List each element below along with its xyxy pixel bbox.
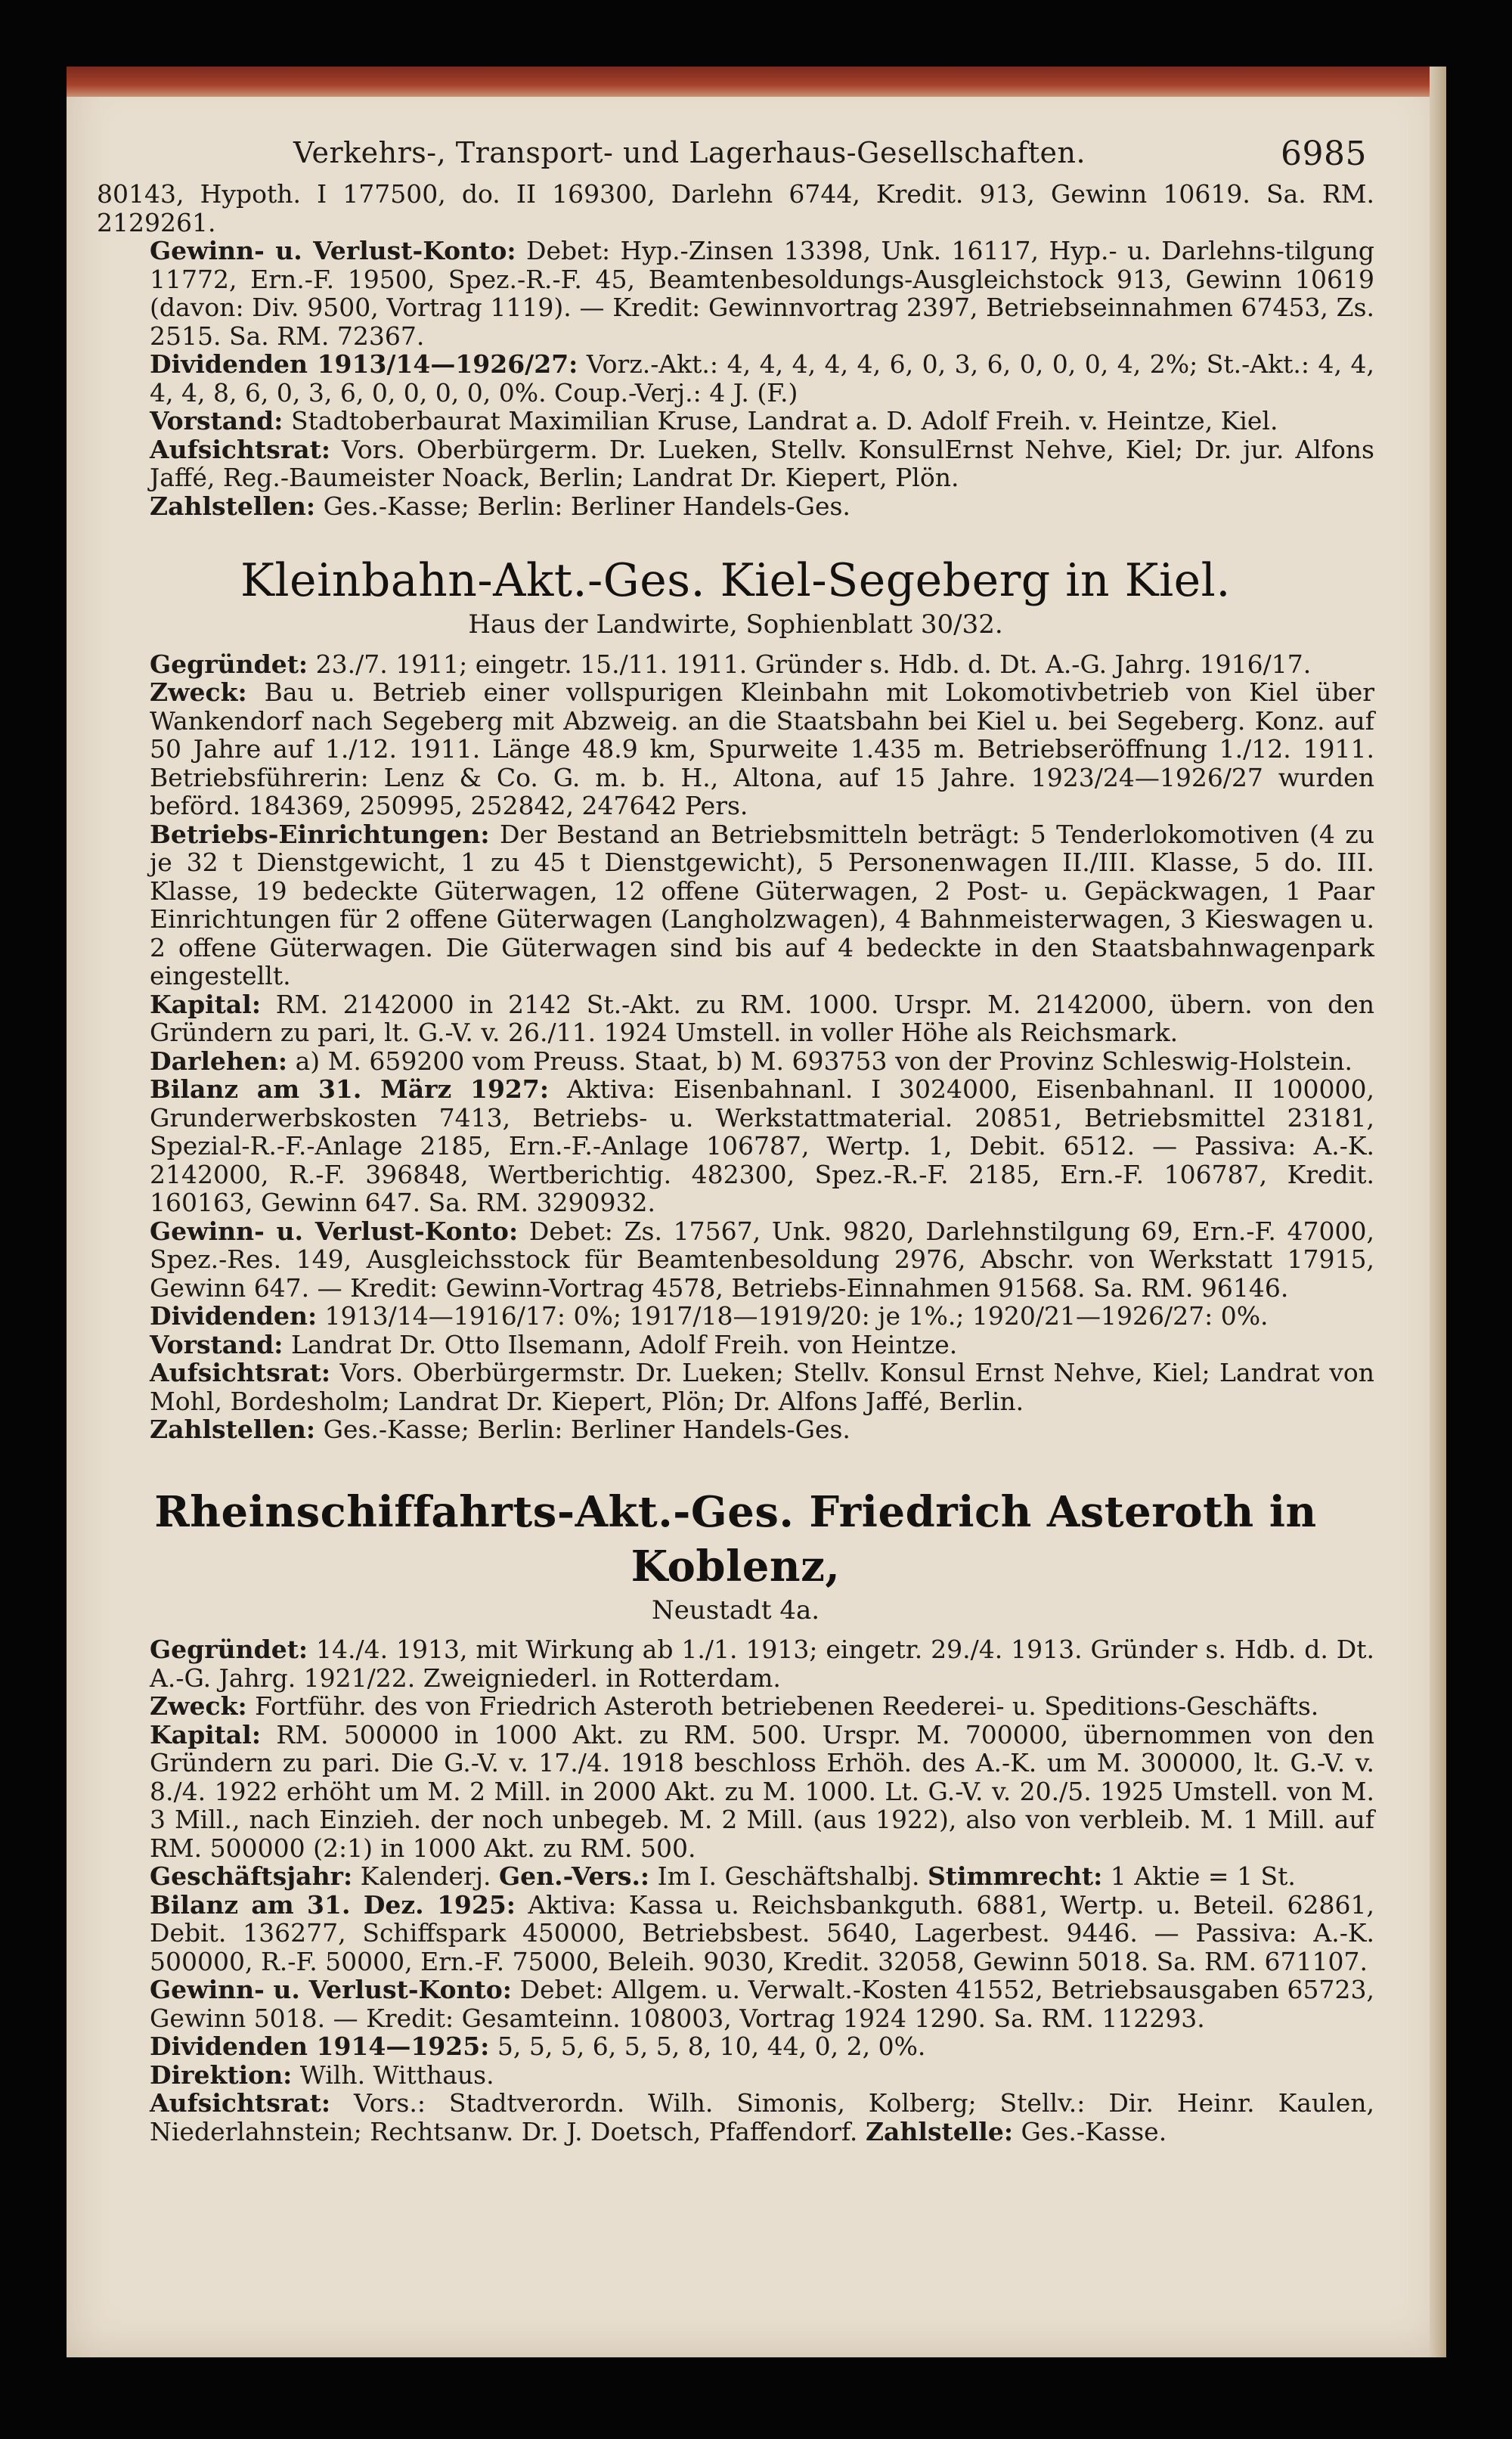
prev-vorstand-text: Stadtoberbaurat Maximilian Kruse, Landrat a. D. Adolf Freih. v. Heintze, Kiel. xyxy=(290,406,1278,435)
c2-dividenden-text: 5, 5, 5, 6, 5, 5, 8, 10, 44, 0, 2, 0%. xyxy=(497,2031,926,2061)
c1-darlehen-label: Darlehen: xyxy=(150,1046,288,1076)
c2-aufsichtsrat-label: Aufsichtsrat: xyxy=(150,2088,331,2118)
prev-aufsicht-paragraph xyxy=(97,435,1374,492)
c2-bilanz-text: Aktiva: Kassa u. Reichsbankguth. 6881, Wertp. u. Beteil. 62861, Debit. 136277, Schiffspark 450000, Betriebsbest. 5640, Lagerbest. 9446. — Passiva: A.-K. 500000, R.-F. 50000, Ern.-F. 75000, Beleih. 9030, Kredit. 32058, Gewinn 5018. Sa. RM. 671107. xyxy=(150,1889,1374,1976)
c2-zahlstelle-label: Zahlstelle: xyxy=(865,2116,1014,2146)
c2-aufsichtsrat-text: Vors.: Stadtverordn. Wilh. Simonis, Kolberg; Stellv.: Dir. Heinr. Kaulen, Niederlahnstein; Rechtsanw. Dr. J. Doetsch, Pfaffendorf. xyxy=(150,2088,1374,2146)
prev-gv-label: Gewinn- u. Verlust-Konto: xyxy=(150,236,516,265)
prev-zahl-text: Ges.-Kasse; Berlin: Berliner Handels-Ges. xyxy=(323,491,850,521)
c1-kapital-text: RM. 2142000 in 2142 St.-Akt. zu RM. 1000. Urspr. M. 2142000, übern. von den Gründern zu pari, lt. G.-V. v. 26./11. 1924 Umstell. in voller Höhe als Reichsmark. xyxy=(150,989,1374,1047)
prev-div-label: Dividenden 1913/14—1926/27: xyxy=(150,349,578,379)
c2-zahlstelle-text: Ges.-Kasse. xyxy=(1021,2116,1167,2146)
c1-vorstand-text: Landrat Dr. Otto Ilsemann, Adolf Freih. von Heintze. xyxy=(290,1329,958,1359)
c1-gegruendet-text: 23./7. 1911; eingetr. 15./11. 1911. Gründer s. Hdb. d. Dt. A.-G. Jahrg. 1916/17. xyxy=(315,649,1312,679)
document-page xyxy=(67,67,1446,2357)
c2-gegruendet-text: 14./4. 1913, mit Wirkung ab 1./1. 1913; eingetr. 29./4. 1913. Gründer s. Hdb. d. Dt. A.-G. Jahrg. 1921/22. Zweigniederl. in Rotterdam. xyxy=(150,1635,1374,1693)
running-head-title: Verkehrs-, Transport- und Lagerhaus-Gesellschaften. xyxy=(293,136,1086,169)
c2-gj-label: Geschäftsjahr: xyxy=(150,1861,353,1891)
c2-direktion-label: Direktion: xyxy=(150,2059,293,2090)
c1-gv-label: Gewinn- u. Verlust-Konto: xyxy=(150,1216,519,1246)
c1-bilanz xyxy=(97,1075,1374,1217)
c2-gj-text: Kalenderj. xyxy=(360,1861,491,1891)
c2-stimmrecht-text: 1 Aktie = 1 St. xyxy=(1110,1861,1296,1891)
c1-darlehen xyxy=(97,1047,1374,1076)
c1-dividenden-label: Dividenden: xyxy=(150,1301,318,1331)
c2-kapital xyxy=(97,1721,1374,1863)
c1-gv xyxy=(97,1217,1374,1303)
c2-zweck-text: Fortführ. des von Friedrich Asteroth betriebenen Reederei- u. Speditions-Geschäfts. xyxy=(255,1691,1319,1721)
page-number: 6985 xyxy=(1281,135,1367,173)
company-address-asteroth: Neustadt 4a. xyxy=(651,1594,820,1625)
c1-betrieb-label: Betriebs-Einrichtungen: xyxy=(150,819,490,849)
c2-zweck-label: Zweck: xyxy=(150,1691,247,1721)
c1-aufsichtsrat-label: Aufsichtsrat: xyxy=(150,1358,331,1387)
c1-zahlstellen-label: Zahlstellen: xyxy=(150,1415,316,1444)
c1-gegruendet-label: Gegründet: xyxy=(150,649,308,679)
c1-aufsichtsrat-text: Vors. Oberbürgermstr. Dr. Lueken; Stellv. Konsul Ernst Nehve, Kiel; Landrat von Mohl, Bordesholm; Landrat Dr. Kiepert, Plön; Dr. Alfons Jaffé, Berlin. xyxy=(150,1358,1374,1416)
prev-vorstand-paragraph xyxy=(97,407,1374,435)
c2-direktion-text: Wilh. Witthaus. xyxy=(299,2059,494,2090)
c2-gegruendet-label: Gegründet: xyxy=(150,1635,308,1664)
prev-gv-text: Debet: Hyp.-Zinsen 13398, Unk. 16117, Hyp.- u. Darlehns-tilgung 11772, Ern.-F. 19500, Spez.-R.-F. 45, Beamtenbesoldungs-Ausgleichstock 913, Gewinn 10619 (davon: Div. 9500, Vortrag 1119). — Kredit: Gewinnvortrag 2397, Betriebseinnahmen 67453, Zs. 2515. Sa. RM. 72367. xyxy=(150,236,1374,351)
page-content xyxy=(97,180,1374,2146)
c2-genvers-label: Gen.-Vers.: xyxy=(498,1861,650,1891)
prev-vorstand-label: Vorstand: xyxy=(150,406,284,435)
c2-aufsichtsrat xyxy=(97,2089,1374,2146)
c1-vorstand xyxy=(97,1331,1374,1359)
c1-darlehen-text: a) M. 659200 vom Preuss. Staat, b) M. 693753 von der Provinz Schleswig-Holstein. xyxy=(295,1046,1352,1076)
c2-gv-text: Debet: Allgem. u. Verwalt.-Kosten 41552, Betriebsausgaben 65723, Gewinn 5018. — Kredit: Gesamteinn. 108003, Vortrag 1924 1290. Sa. RM. 112293. xyxy=(150,1975,1374,2033)
c1-vorstand-label: Vorstand: xyxy=(150,1329,284,1359)
prev-zahl-label: Zahlstellen: xyxy=(150,491,316,521)
prev-aufsicht-text: Vors. Oberbürgerm. Dr. Lueken, Stellv. KonsulErnst Nehve, Kiel; Dr. jur. Alfons Jaffé, Reg.-Baumeister Noack, Berlin; Landrat Dr. Kiepert, Plön. xyxy=(150,434,1374,492)
prev-aufsicht-label: Aufsichtsrat: xyxy=(150,434,331,464)
c1-betrieb xyxy=(97,820,1374,990)
c2-direktion xyxy=(97,2061,1374,2090)
c1-bilanz-label: Bilanz am 31. März 1927: xyxy=(150,1074,550,1104)
c1-kapital xyxy=(97,990,1374,1047)
c1-kapital-label: Kapital: xyxy=(150,989,262,1019)
c1-dividenden xyxy=(97,1302,1374,1331)
c2-dividenden xyxy=(97,2032,1374,2061)
company-title-asteroth: Rheinschiffahrts-Akt.-Ges. Friedrich Asteroth in Koblenz, xyxy=(154,1486,1317,1591)
c2-geschaeftsjahr xyxy=(97,1862,1374,1891)
running-head xyxy=(293,135,1367,173)
c2-gegruendet xyxy=(97,1635,1374,1692)
page-edge-right xyxy=(1430,67,1446,2357)
company-title-kiel-segeberg: Kleinbahn-Akt.-Ges. Kiel-Segeberg in Kiel. xyxy=(240,554,1231,607)
c1-bilanz-text: Aktiva: Eisenbahnanl. I 3024000, Eisenbahnanl. II 100000, Grunderwerbskosten 7413, Betriebs- u. Werkstattmaterial. 20851, Betriebsmittel 23181, Spezial-R.-F.-Anlage 2185, Ern.-F.-Anlage 106787, Wertp. 1, Debit. 6512. — Passiva: A.-K. 2142000, R.-F. 396848, Wertberichtig. 482300, Spez.-R.-F. 2185, Ern.-F. 106787, Kredit. 160163, Gewinn 647. Sa. RM. 3290932. xyxy=(150,1074,1375,1217)
c2-bilanz xyxy=(97,1891,1374,1976)
c2-stimmrecht-label: Stimmrecht: xyxy=(927,1861,1103,1891)
c1-aufsichtsrat xyxy=(97,1359,1374,1415)
c2-kapital-text: RM. 500000 in 1000 Akt. zu RM. 500. Urspr. M. 700000, übernommen von den Gründern zu pari. Die G.-V. v. 17./4. 1918 beschloss Erhöh. des A.-K. um M. 300000, lt. G.-V. v. 8./4. 1922 erhöht um M. 2 Mill. in 2000 Akt. zu M. 1000. Lt. G.-V. v. 20./5. 1925 Umstell. von M. 3 Mill., nach Einzieh. der noch unbegeb. M. 2 Mill. (aus 1922), also von verbleib. M. 1 Mill. auf RM. 500000 (2:1) in 1000 Akt. zu RM. 500. xyxy=(150,1719,1374,1863)
company-address-kiel-segeberg: Haus der Landwirte, Sophienblatt 30/32. xyxy=(468,609,1003,640)
prev-zahl-paragraph xyxy=(97,492,1374,521)
c2-zweck xyxy=(97,1692,1374,1721)
c1-zahlstellen-text: Ges.-Kasse; Berlin: Berliner Handels-Ges. xyxy=(323,1415,850,1444)
prev-div-paragraph xyxy=(97,350,1374,407)
c1-zweck-label: Zweck: xyxy=(150,677,247,707)
prev-entry-continuation: 80143, Hypoth. I 177500, do. II 169300, Darlehn 6744, Kredit. 913, Gewinn 10619. Sa. RM. 2129261. xyxy=(97,179,1374,237)
c1-zweck xyxy=(97,678,1374,820)
c1-gegruendet xyxy=(97,650,1374,679)
c1-dividenden-text: 1913/14—1916/17: 0%; 1917/18—1919/20: je 1%.; 1920/21—1926/27: 0%. xyxy=(324,1301,1269,1331)
prev-gv-paragraph xyxy=(97,237,1374,350)
c2-gv-label: Gewinn- u. Verlust-Konto: xyxy=(150,1975,512,2004)
c1-gv-text: Debet: Zs. 17567, Unk. 9820, Darlehnstilgung 69, Ern.-F. 47000, Spez.-Res. 149, Ausgleichsstock für Beamtenbesoldung 2976, Abschr. von Werkstatt 17915, Gewinn 647. — Kredit: Gewinn-Vortrag 4578, Betriebs-Einnahmen 91568. Sa. RM. 96146. xyxy=(150,1216,1374,1303)
c2-bilanz-label: Bilanz am 31. Dez. 1925: xyxy=(150,1889,516,1920)
binding-edge-top xyxy=(67,67,1446,97)
c1-zahlstellen xyxy=(97,1415,1374,1444)
prev-div-text: Vorz.-Akt.: 4, 4, 4, 4, 4, 6, 0, 3, 6, 0, 0, 0, 4, 2%; St.-Akt.: 4, 4, 4, 4, 8, 6, 0, 3, 6, 0, 0, 0, 0, 0%. Coup.-Verj.: 4 J. (F.) xyxy=(150,349,1374,408)
c2-genvers-text: Im I. Geschäftshalbj. xyxy=(657,1861,920,1891)
c2-kapital-label: Kapital: xyxy=(150,1719,262,1749)
c1-betrieb-text: Der Bestand an Betriebsmitteln beträgt: 5 Tenderlokomotiven (4 zu je 32 t Dienstgewicht, 1 zu 45 t Dienstgewicht), 5 Personenwagen II./III. Klasse, 5 do. III. Klasse, 19 bedeckte Güterwagen, 12 offene Güterwagen, 2 Post- u. Gepäckwagen, 1 Paar Einrichtungen für 2 offene Güterwagen (Langholzwagen), 4 Bahnmeisterwagen, 3 Kieswagen u. 2 offene Güterwagen. Die Güterwagen sind bis auf 4 bedeckte in den Staatsbahnwagenpark eingestellt. xyxy=(150,819,1374,990)
c2-gv xyxy=(97,1976,1374,2032)
c1-zweck-text: Bau u. Betrieb einer vollspurigen Kleinbahn mit Lokomotivbetrieb von Kiel über Wankendorf nach Segeberg mit Abzweig. an die Staatsbahn bei Kiel u. bei Segeberg. Konz. auf 50 Jahre auf 1./12. 1911. Länge 48.9 km, Spurweite 1.435 m. Betriebseröffnung 1./12. 1911. Betriebsführerin: Lenz & Co. G. m. b. H., Altona, auf 15 Jahre. 1923/24—1926/27 wurden beförd. 184369, 250995, 252842, 247642 Pers. xyxy=(150,677,1374,820)
c2-dividenden-label: Dividenden 1914—1925: xyxy=(150,2031,490,2061)
